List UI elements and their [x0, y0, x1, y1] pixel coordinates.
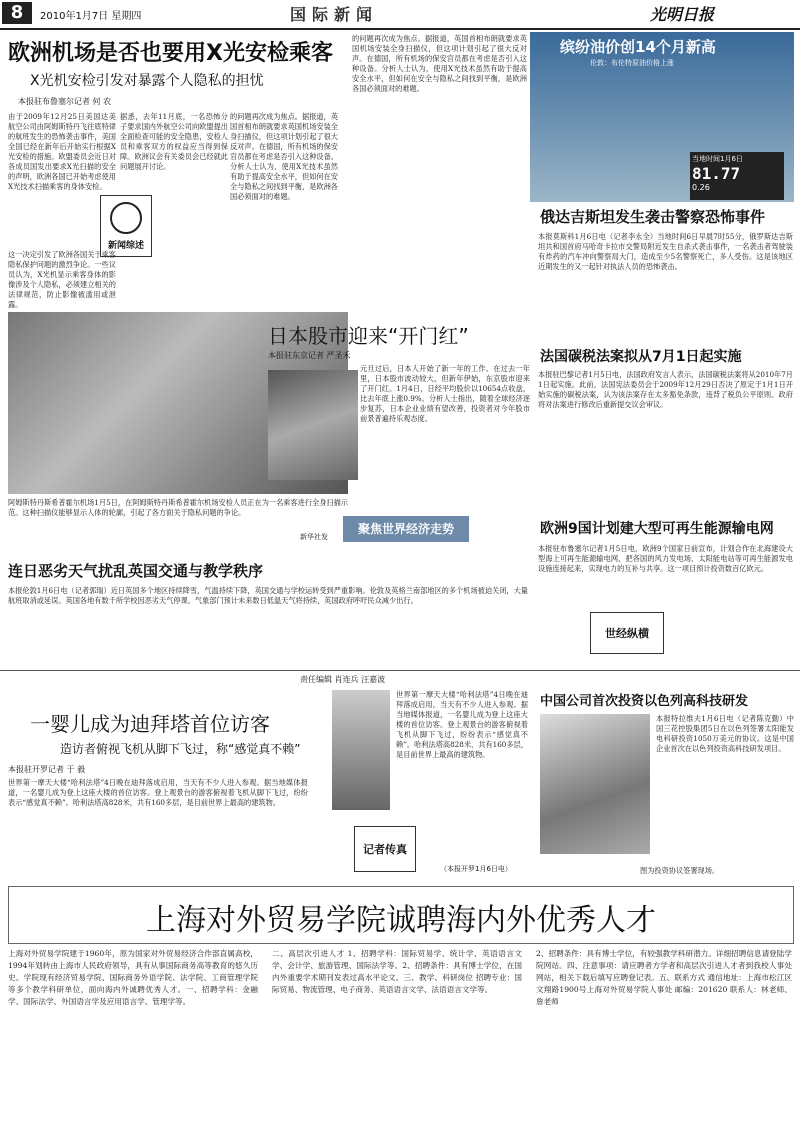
section-title: 国际新闻 — [290, 5, 379, 24]
issue-date: 2010年1月7日 星期四 — [40, 11, 142, 22]
story1-byline: 本报驻布鲁塞尔记者 何 农 — [18, 97, 112, 106]
story1-subtitle: X光机安检引发对暴露个人隐私的担忧 — [30, 73, 264, 89]
story-uk-title: 连日恶劣天气扰乱英国交通与教学秩序 — [8, 562, 264, 580]
story1-photo-credit: 新华社发 — [300, 533, 328, 541]
story1-body-b: 这一决定引发了欧洲各国关于乘客隐私保护问题的激烈争论。一些议员认为，X光机显示乘客身体的影像涉及个人隐私，必须建立相关的法律规范，防止影像被滥用或泄露。 — [8, 250, 116, 309]
oil-change: 0.26 — [692, 183, 710, 192]
dubai-tower-photo — [332, 690, 390, 810]
oil-sub: 伦敦：布伦特原油价格上涨 — [590, 59, 674, 67]
story1-body-a: 由于2009年12月25日美国达美航空公司由阿姆斯特丹飞往底特律的航班发生的恐怖袭击事件，美国全国已经在新年后开始实行根据X光安检的措施。欧盟委员会近日对各成员国发出要求X光扫描的安全的声明，欧洲各国已开始考虑使用X光技术扫描乘客的身体安检。 — [8, 112, 116, 191]
story-japan-byline: 本报驻东京记者 严圣禾 — [268, 351, 351, 360]
story-eu-body: 本报驻布鲁塞尔记者1月5日电，欧洲9个国家日前宣布，计划合作在北海建设大型海上可再生能源输电网，把各国的风力发电场、太阳能电站等可再生能源发电设施连接起来，实现电力的互补与共享。这一项目预计投资数百亿欧元。 — [538, 544, 793, 573]
reporter-fax-badge — [354, 826, 416, 872]
oil-price-panel — [690, 152, 784, 200]
story-dubai-byline: 本报驻开罗记者 于 毅 — [8, 765, 86, 774]
world-column-badge — [590, 612, 664, 654]
oil-value: 81.77 — [692, 164, 741, 183]
editors-line: 责任编辑 肖连兵 汪嘉波 — [300, 675, 386, 684]
story-france-title: 法国碳税法案拟从7月1日起实施 — [540, 349, 742, 365]
recruit-col3: 2、招聘条件：具有博士学位，有较强教学科研潜力。详细招聘信息请登陆学院网站。四、注意事项：请应聘者方学者和高层次引进人才者到我校人事处网站，相关下载后填写应聘登记表。五、联系方式 通信地址：上海市松江区文翔路1900号上海对外贸易学院人事处 邮编：201620 联系人：林老师、詹老师 — [536, 949, 792, 1006]
story-dubai-body: 世界第一摩天大楼“哈利法塔”4日晚在迪拜落成启用，当天有不少人进入参观。据当地媒体报道，一名婴儿成为登上这座大楼的首位访客。登上观景台的游客俯视着飞机从脚下飞过，纷纷表示“感觉真不赖”。哈利法塔高828米，共有160多层，是目前世界上最高的建筑物。 — [8, 778, 308, 807]
oil-label: 当地时间1月6日 — [692, 155, 743, 163]
story1-body-d: 的问题再次成为焦点。据报道，英国首相布朗就要求英国机场安装全身扫描仪，但这项计划引起了很大反对声。在德国，所有机场的保安官员都在考虑是否引入这种设备。分析人士认为，使用X光技术虽然有助于提高安全水平，但如何在安全与隐私之间找到平衡，是欧洲各国必须面对的难题。 — [230, 112, 338, 201]
signing-photo — [540, 714, 650, 854]
story-dubai-body-2: 世界第一摩天大楼“哈利法塔”4日晚在迪拜落成启用，当天有不少人进入参观。据当地媒体报道，一名婴儿成为登上这座大楼的首位访客。登上观景台的游客俯视着飞机从脚下飞过，纷纷表示“感觉真不赖”。哈利法塔高828米，共有160多层，是目前世界上最高的建筑物。 — [396, 690, 528, 759]
story-china-body: 本报特拉维夫1月6日电（记者陈克勤）中国三花控股集团5日在以色列签署太阳能发电科研投资1050万美元的协议。这是中国企业首次在以色列投资高科技研发项目。 — [656, 714, 794, 753]
globe-icon — [110, 202, 142, 234]
world-economy-badge: 聚焦世界经济走势 — [343, 516, 469, 542]
story-dubai-subtitle: 造访者俯视飞机从脚下飞过，称“感觉真不赖” — [60, 742, 301, 756]
story-eu-title: 欧洲9国计划建大型可再生能源输电网 — [540, 521, 774, 537]
page-number: 8 — [2, 2, 32, 24]
story-france-body: 本报驻巴黎记者1月5日电，法国政府发言人表示，法国碳税法案将从2010年7月1日起实施。此前，法国宪法委员会于2009年12月29日否决了原定于1月1日开始实施的碳税法案，认为该法案存在太多豁免条款，违背了税负公平原则。政府将对法案进行修改后重新提交议会审议。 — [538, 370, 793, 409]
editors-divider — [0, 670, 800, 671]
story-dubai-note: （本报开罗1月6日电） — [440, 865, 512, 873]
story-china-title: 中国公司首次投资以色列高科技研发 — [540, 694, 749, 709]
news-summary-badge — [100, 195, 152, 257]
oil-title: 缤纷油价创14个月新高 — [560, 38, 716, 56]
story1-title: 欧洲机场是否也要用X光安检乘客 — [8, 41, 333, 66]
recruit-ad-banner — [8, 886, 794, 944]
story-japan-title: 日本股市迎来“开门红” — [268, 324, 469, 348]
world-column-label: 世经纵横 — [605, 627, 649, 640]
story-cont-body: 的问题再次成为焦点。据报道，英国首相布朗就要求英国机场安装全身扫描仪，但这项计划引起了很大反对声。在德国，所有机场的保安官员都在考虑是否引入这种设备。分析人士认为，使用X光技术虽然有助于提高安全水平，但如何在安全与隐私之间找到平衡，是欧洲各国必须面对的难题。 — [352, 34, 527, 93]
japan-photo — [268, 370, 358, 480]
news-summary-label: 新闻综述 — [107, 241, 144, 251]
recruit-col1: 上海对外贸易学院建于1960年，原为国家对外贸易经济合作部直属高校，1994年划转由上海市人民政府领导，具有从事国际商务高等教育的悠久历史。学院现有经济贸易学院、国际商务外语学院、法学院、工商管理学院等多个教学科研单位，面向海内外诚聘优秀人才。一、招聘学科：金融学、国际法学、外国语言学及应用语言学、管理学等。 — [8, 949, 258, 1006]
story1-body-c: 据悉，去年11月底，一名恐怖分子要求国内外航空公司向欧盟提出全面检查可能的安全隐患，安检人员和乘客双方的权益应当得到保障。欧洲议会有关委员会已经就此问题展开讨论。 — [120, 112, 228, 171]
oil-price-graphic — [530, 32, 794, 202]
reporter-fax-label: 记者传真 — [363, 843, 407, 856]
story-dubai-title: 一婴儿成为迪拜塔首位访客 — [30, 712, 270, 736]
recruit-headline: 上海对外贸易学院诚聘海内外优秀人才 — [146, 903, 656, 938]
story-uk-body: 本报伦敦1月6日电（记者郭瑞）近日英国多个地区持续降雪，气温持续下降，英国交通与学校运转受到严重影响。伦敦及英格兰南部地区的多个机场被迫关闭，大量航班取消或延误。英国各地有数千所学校因恶劣天气停课。气象部门预计未来数日低温天气将持续，英国政府呼吁民众减少出行。 — [8, 586, 528, 605]
story-russia-body: 本报莫斯科1月6日电（记者李永全）当地时间6日早晨7时55分，俄罗斯达吉斯坦共和国首府马哈奇卡拉市交警局附近发生自杀式袭击事件，一名袭击者驾驶装有炸药的汽车冲向警察局大门，造成至少5名警察死亡，多人受伤。这是该地区近期发生的又一起针对执法人员的恐怖袭击。 — [538, 232, 793, 271]
story-russia-title: 俄达吉斯坦发生袭击警察恐怖事件 — [540, 208, 766, 226]
story-china-caption: 图为投资协议签署现场。 — [640, 866, 720, 875]
recruit-col2: 二、高层次引进人才 1、招聘学科：国际贸易学、统计学、英语语言文学、会计学、旅游管理、国际法学等。2、招聘条件：具有博士学位，在国内外重要学术期刊发表过高水平论文。三、教学、科研岗位 招聘专业：国际贸易、物流管理、电子商务、英语语言文学、法语语言文学等。 — [272, 949, 522, 994]
story-japan-body: 元旦过后，日本人开始了新一年的工作。在过去一年里，日本股市波动较大，但新年伊始，东京股市迎来了开门红。1月4日，日经平均股价以10654点收盘，比去年底上涨0.9%。分析人士指出，随着全球经济逐步复苏，日本企业业绩有望改善，投资者对今年股市前景普遍持乐观态度。 — [360, 364, 530, 423]
newspaper-logo: 光明日报 — [650, 5, 715, 24]
story1-photo-caption: 阿姆斯特丹斯希普霍尔机场1月5日，在阿姆斯特丹斯希普霍尔机场安检人员正在为一名乘客进行全身扫描示范。这种扫描仪能够显示人体的轮廓，引起了各方面关于隐私问题的争论。 — [8, 498, 348, 517]
